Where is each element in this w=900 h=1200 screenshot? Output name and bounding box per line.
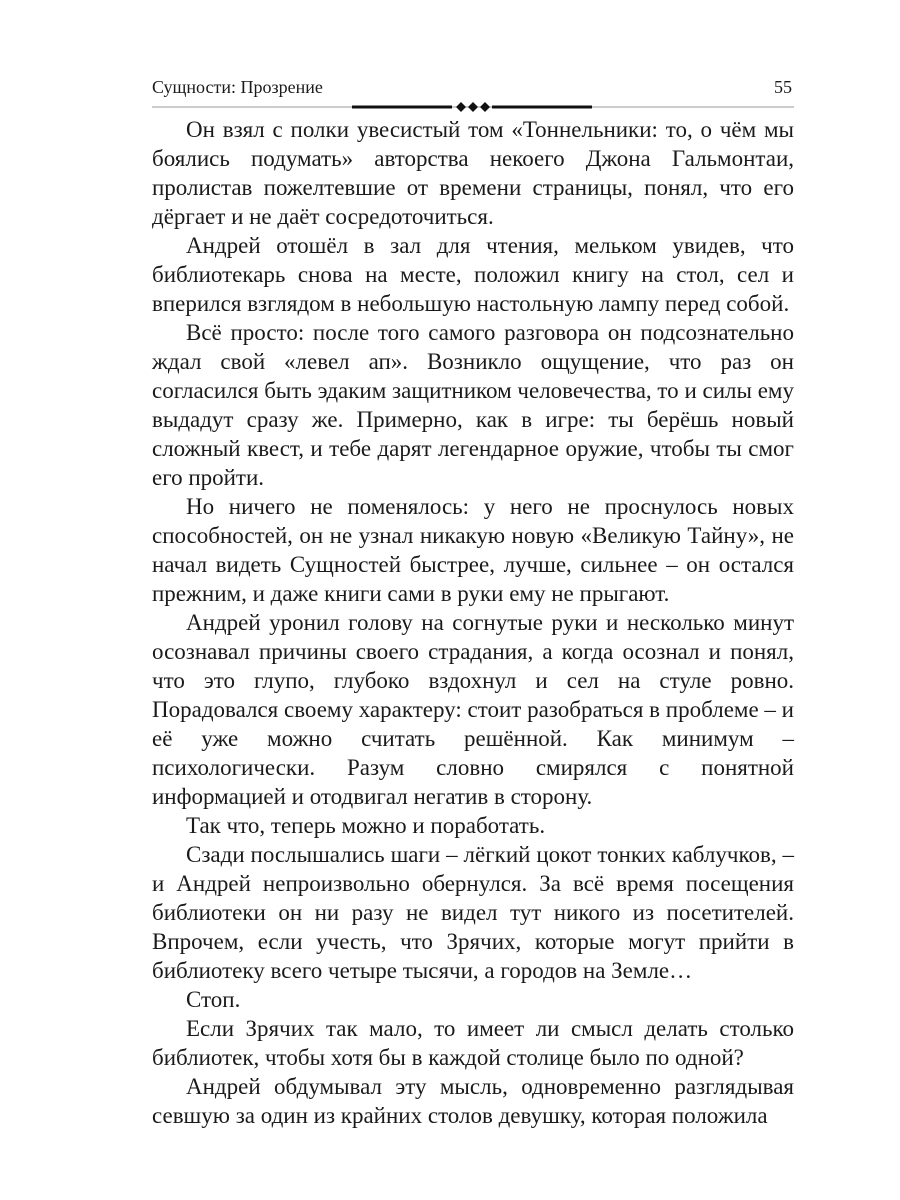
paragraph: Сзади послышались шаги – лёгкий цокот тонких каблучков, – и Андрей непроизвольно обернулся. За всё время посещения библиотеки он ни разу не видел тут никого из посетителей. Впрочем, если учесть, что Зрячих, которые могут прийти в библиотеку всего четыре тысячи, а городов на Земле… <box>152 842 794 983</box>
paragraph: Так что, теперь можно и поработать. <box>186 813 546 838</box>
paragraph: Всё просто: после того самого разговора он подсознательно ждал свой «левел ап». Возникло ощущение, что раз он согласился быть эдаким защитником человечества, то и силы ему выдадут сразу же. Примерно, как в игре: ты берёшь новый сложный квест, и тебе дарят легендарное оружие, чтобы ты смог его пройти. <box>152 320 794 490</box>
page-number: 55 <box>774 77 792 97</box>
running-title: Сущности: Прозрение <box>152 77 323 97</box>
ornament-divider-icon <box>152 101 794 113</box>
paragraph: Андрей обдумывал эту мысль, одновременно разглядывая севшую за один из крайних столов девушку, которая положила <box>152 1074 794 1128</box>
paragraph: Андрей уронил голову на согнутые руки и несколько минут осознавал причины своего страдания, а когда осознал и понял, что это глупо, глубоко вздохнул и сел на стуле ровно. Порадовался своему характеру: стоит разобраться в проблеме – и её уже можно считать решённой. Как минимум – психологически. Разум словно смирялся с понятной информацией и отодвигал негатив в сторону. <box>152 610 794 809</box>
paragraph: Если Зрячих так мало, то имеет ли смысл делать столько библиотек, чтобы хотя бы в каждой столице было по одной? <box>152 1016 794 1070</box>
paragraph: Он взял с полки увесистый том «Тоннельники: то, о чём мы боялись подумать» авторства некоего Джона Гальмонтаи, пролистав пожелтевшие от времени страницы, понял, что его дёргает и не даёт сосредоточиться. <box>152 117 794 229</box>
paragraph: Стоп. <box>186 987 241 1012</box>
header-ornament-rule <box>152 101 794 113</box>
body-text <box>152 115 794 1130</box>
running-head <box>152 76 794 100</box>
paragraph: Но ничего не поменялось: у него не проснулось новых способностей, он не узнал никакую новую «Великую Тайну», не начал видеть Сущностей быстрее, лучше, сильнее – он остался прежним, и даже книги сами в руки ему не прыгают. <box>152 494 794 606</box>
paragraph: Андрей отошёл в зал для чтения, мельком увидев, что библиотекарь снова на месте, положил книгу на стол, сел и вперился взглядом в небольшую настольную лампу перед собой. <box>152 233 794 316</box>
